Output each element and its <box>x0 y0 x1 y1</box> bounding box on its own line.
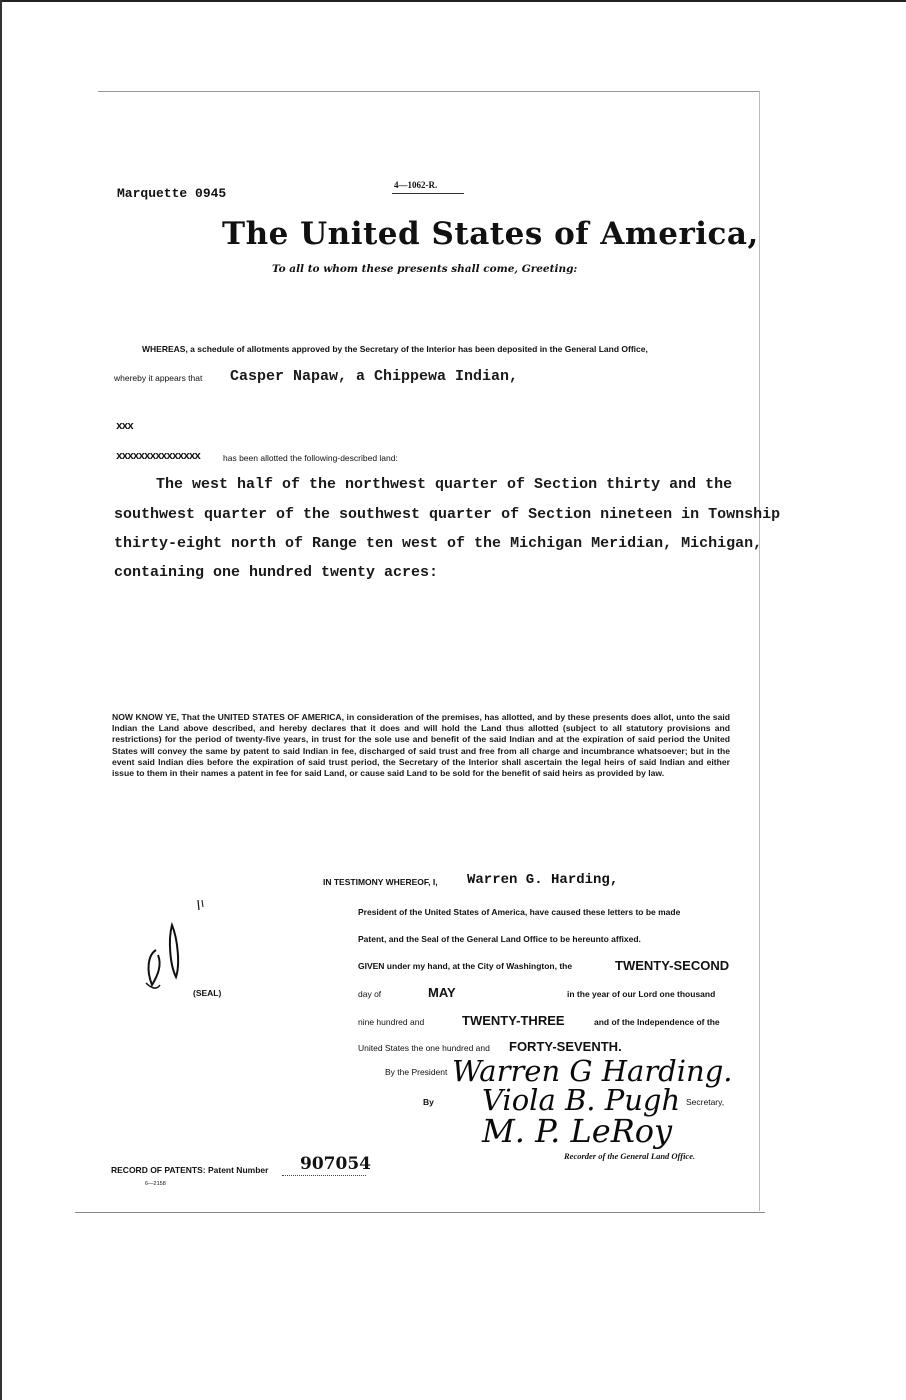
land-description-line: The west half of the northwest quarter of Section thirty and the <box>156 476 733 493</box>
document-title: The United States of America, <box>222 216 759 252</box>
secretary-signature: Viola B. Pugh <box>482 1083 681 1117</box>
land-description-line: containing one hundred twenty acres: <box>114 564 439 581</box>
whereas-line: WHEREAS, a schedule of allotments approved by the Secretary of the Interior has been deposited in the General Land Office, <box>142 344 648 354</box>
form-number: 4—1062-R. <box>394 180 438 190</box>
secretary-label: Secretary, <box>686 1097 725 1107</box>
nine-hundred-text: nine hundred and <box>358 1017 425 1027</box>
by-president-label: By the President <box>385 1067 448 1077</box>
land-description-line: southwest quarter of the southwest quarter of Section nineteen in Township <box>114 506 781 523</box>
struck-text-short: xxx <box>116 421 133 433</box>
independence-text: and of the Independence of the <box>594 1017 720 1027</box>
us-hundred-text: United States the one hundred and <box>358 1043 490 1053</box>
testimony-line: Patent, and the Seal of the General Land Office to be hereunto affixed. <box>358 934 641 944</box>
testimony-line: President of the United States of America, have caused these letters to be made <box>358 907 681 917</box>
given-prefix: GIVEN under my hand, at the City of Washington, the <box>358 961 573 971</box>
greeting-line: To all to whom these presents shall come, Greeting: <box>272 263 578 275</box>
patent-number: 907054 <box>300 1154 371 1174</box>
year-of-lord-text: in the year of our Lord one thousand <box>567 989 716 999</box>
now-know-ye-paragraph: NOW KNOW YE, That the UNITED STATES OF AMERICA, in consideration of the premises, has allotted, and by these presents does allot, unto the said Indian the Land above described, and hereby declares that it does and will hold the Land thus allotted (subject to all statutory provisions and restrictions) for the period of twenty-five years, in trust for the sole use and benefit of the said Indian and at the expiration of said period the United States will convey the same by patent to said Indian in fee, discharged of said trust and free from all charge and incumbrance whatsoever; but in the event said Indian dies before the expiration of said trust period, the Secretary of the Interior shall ascertain the legal heirs of said Indian and either issue to them in their names a patent in fee for said Land, or cause said Land to be sold for the benefit of said heirs as provided by law. <box>112 712 730 779</box>
whereby-prefix: whereby it appears that <box>114 373 203 383</box>
by-label: By <box>423 1097 434 1107</box>
land-description-line: thirty-eight north of Range ten west of the Michigan Meridian, Michigan, <box>114 535 763 552</box>
file-reference: Marquette 0945 <box>117 186 227 201</box>
recorder-signature: M. P. LeRoy <box>482 1112 673 1150</box>
top-rule <box>98 91 760 92</box>
day-value: TWENTY-SECOND <box>615 958 730 973</box>
month-value: MAY <box>428 985 456 1000</box>
left-edge <box>0 0 2 1400</box>
bottom-rule <box>75 1212 765 1213</box>
day-of-label: day of <box>358 989 382 999</box>
form-code: 6—2158 <box>145 1181 166 1187</box>
president-name: Warren G. Harding, <box>467 872 619 888</box>
testimony-prefix: IN TESTIMONY WHEREOF, I, <box>323 877 438 887</box>
allotted-statement: has been allotted the following-described land: <box>223 453 398 463</box>
form-number-underline <box>392 193 464 194</box>
independence-year-value: FORTY-SEVENTH. <box>509 1039 622 1054</box>
struck-text-long: xxxxxxxxxxxxxxx <box>116 451 201 463</box>
year-value: TWENTY-THREE <box>462 1013 565 1028</box>
right-rule <box>759 91 760 1211</box>
recorder-label: Recorder of the General Land Office. <box>564 1151 696 1161</box>
patent-number-leader <box>282 1175 366 1176</box>
seal-label: (SEAL) <box>193 988 222 998</box>
allottee-name: Casper Napaw, a Chippewa Indian, <box>230 368 519 385</box>
top-edge <box>0 0 906 2</box>
record-of-patents-label: RECORD OF PATENTS: Patent Number <box>111 1165 269 1175</box>
president-signature: Warren G Harding. <box>452 1054 733 1088</box>
